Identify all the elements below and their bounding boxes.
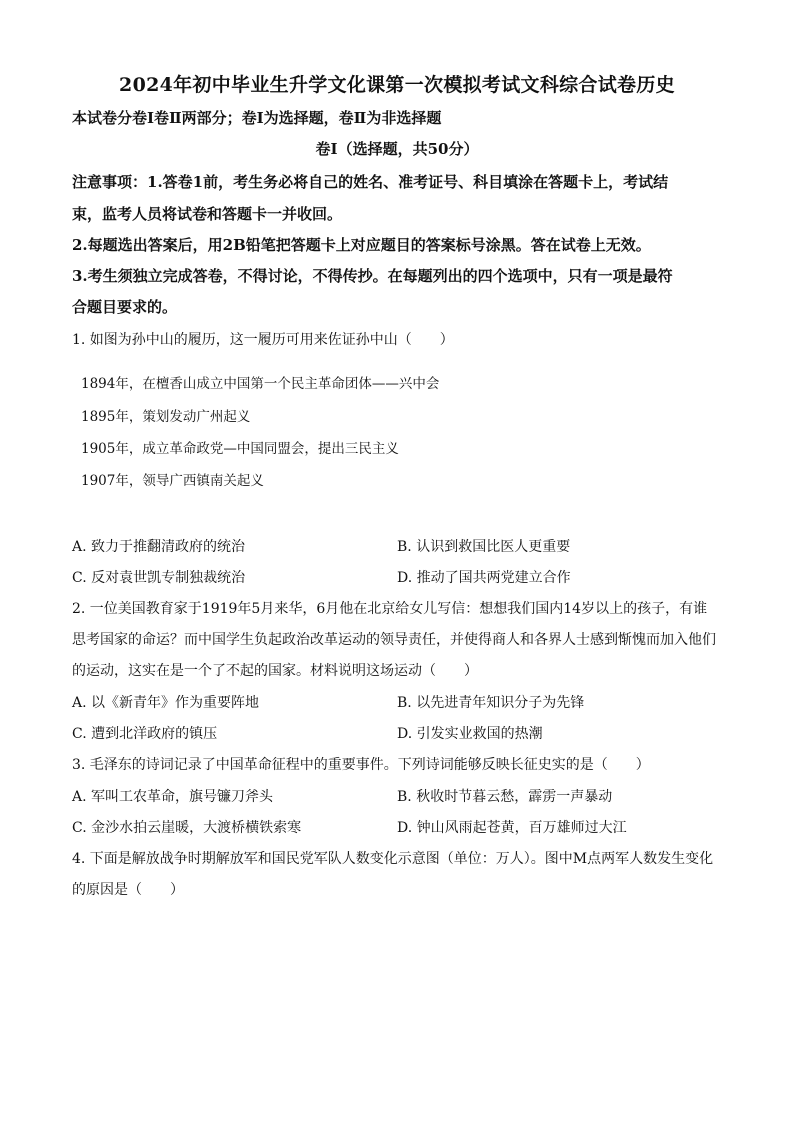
- page-title: 2024年初中毕业生升学文化课第一次模拟考试文科综合试卷历史: [119, 74, 675, 96]
- question-4-stem-line-2: 的原因是（ ）: [72, 882, 184, 898]
- notes-line-5: 合题目要求的。: [72, 298, 178, 316]
- notes-line-2: 束，监考人员将试卷和答题卡一并收回。: [72, 205, 343, 223]
- question-2-stem-line-3: 的运动，这实在是一个了不起的国家。材料说明这场运动（ ）: [72, 663, 478, 679]
- question-1-option-b: B. 认识到救国比医人更重要: [397, 539, 571, 555]
- question-2-stem-line-1: 2. 一位美国教育家于1919年5月来华，6月他在北京给女儿写信：想想我们国内14岁以上的孩子，有谁: [72, 601, 708, 617]
- question-1-option-d: D. 推动了国共两党建立合作: [397, 570, 571, 586]
- resume-item: 1895年，策划发动广州起义: [81, 409, 251, 425]
- resume-item: 1894年，在檀香山成立中国第一个民主革命团体——兴中会: [81, 376, 440, 392]
- notes-line-3: 2.每题选出答案后，用2B铅笔把答题卡上对应题目的答案标号涂黑。答在试卷上无效。: [72, 236, 651, 254]
- question-2-option-a: A. 以《新青年》作为重要阵地: [72, 695, 260, 711]
- question-2-option-c: C. 遭到北洋政府的镇压: [72, 726, 218, 742]
- question-3-option-a: A. 军叫工农革命，旗号镰刀斧头: [72, 789, 274, 805]
- notes-line-4: 3.考生须独立完成答卷，不得讨论，不得传抄。在每题列出的四个选项中，只有一项是最符: [72, 267, 673, 285]
- notes-line-1: 注意事项：1.答卷1前，考生务必将自己的姓名、准考证号、科目填涂在答题卡上，考试结: [72, 173, 669, 191]
- resume-item: 1905年，成立革命政党—中国同盟会，提出三民主义: [81, 441, 399, 457]
- question-3-stem: 3. 毛泽东的诗词记录了中国革命征程中的重要事件。下列诗词能够反映长征史实的是（ ）: [72, 757, 650, 773]
- question-2-stem-line-2: 思考国家的命运？而中国学生负起政治改革运动的领导责任，并使得商人和各界人士感到惭愧而加入他们: [72, 632, 716, 648]
- question-1-stem: 1. 如图为孙中山的履历，这一履历可用来佐证孙中山（ ）: [72, 332, 454, 348]
- question-3-option-d: D. 钟山风雨起苍黄，百万雄师过大江: [397, 820, 627, 836]
- question-4-stem-line-1: 4. 下面是解放战争时期解放军和国民党军队人数变化示意图（单位：万人）。图中M点两军人数发生变化: [72, 851, 714, 867]
- question-1-option-a: A. 致力于推翻清政府的统治: [72, 539, 246, 555]
- resume-item: 1907年，领导广西镇南关起义: [81, 473, 264, 489]
- question-2-option-d: D. 引发实业救国的热潮: [397, 726, 543, 742]
- question-1-option-c: C. 反对袁世凯专制独裁统治: [72, 570, 246, 586]
- question-2-option-b: B. 以先进青年知识分子为先锋: [397, 695, 585, 711]
- question-3-option-b: B. 秋收时节暮云愁，霹雳一声暴动: [397, 789, 613, 805]
- section-heading: 卷Ⅰ（选择题，共50分）: [315, 140, 479, 158]
- exam-intro: 本试卷分卷Ⅰ卷Ⅱ两部分；卷Ⅰ为选择题，卷Ⅱ为非选择题: [72, 109, 442, 127]
- question-3-option-c: C. 金沙水拍云崖暖，大渡桥横铁索寒: [72, 820, 302, 836]
